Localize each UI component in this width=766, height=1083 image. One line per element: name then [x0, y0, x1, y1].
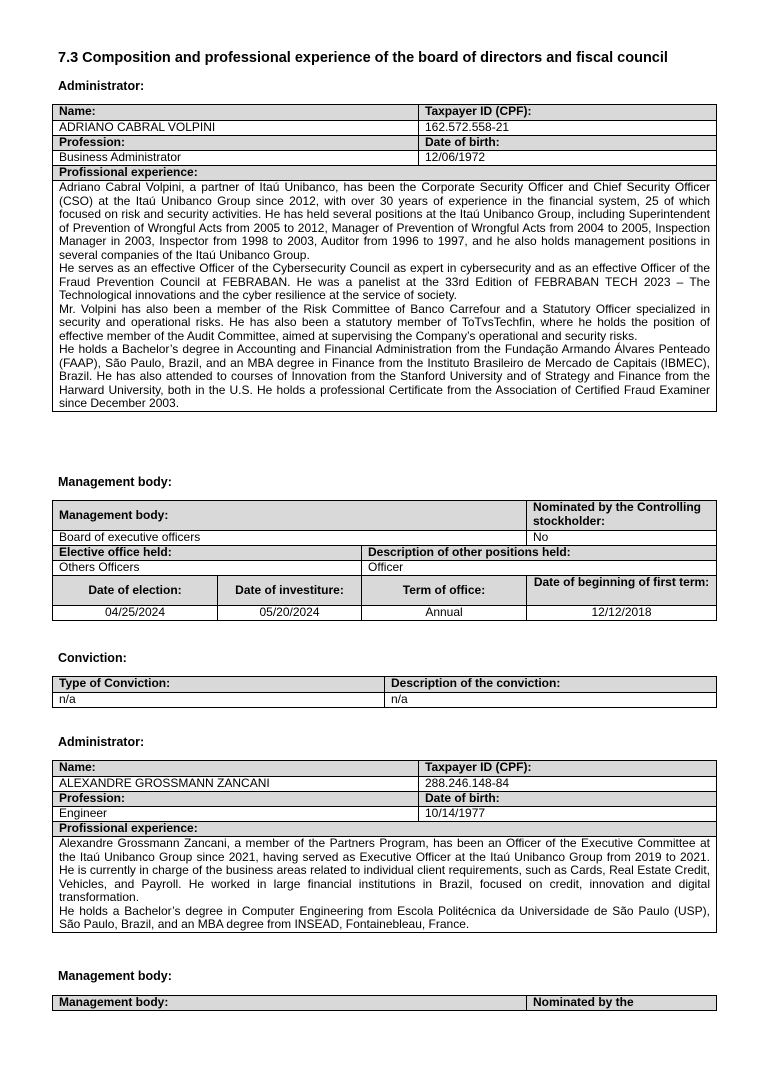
nominated-by-label: Nominated by the — [527, 996, 717, 1011]
date-first-term-value: 12/12/2018 — [527, 606, 717, 621]
taxpayer-id-label: Taxpayer ID (CPF): — [419, 761, 717, 777]
management-body-label: Management body: — [53, 501, 527, 531]
term-of-office-label: Term of office: — [362, 576, 527, 606]
nominated-by-label: Nominated by the Controlling stockholder: — [527, 501, 717, 531]
profession-label: Profession: — [53, 136, 419, 151]
administrator-cpf: 288.246.148-84 — [419, 777, 717, 792]
management-body-table — [52, 500, 717, 621]
management-body-heading-2: Management body: — [58, 969, 172, 983]
elective-office-value: Others Officers — [53, 561, 362, 576]
management-body-heading: Management body: — [58, 475, 172, 489]
profession-label: Profession: — [53, 792, 419, 807]
experience-paragraph: He holds a Bachelor’s degree in Accounting and Financial Administration from the Fundação Armando Álvares Penteado (FAAP), São Paulo, Brazil, and an MBA degree in Finance from the Instituto Brasileiro de Mercado de Capitais (IBMEC), Brazil. He has also attended to courses of Innovation from the Stanford University and of Strategy and Finance from the Harward University, both in the U.S. He holds a professional Certificate from the Association of Certified Fraud Examiner since December 2003. — [59, 342, 710, 410]
management-body-label: Management body: — [53, 996, 527, 1011]
administrator-name: ADRIANO CABRAL VOLPINI — [53, 121, 419, 136]
description-conviction-label: Description of the conviction: — [385, 677, 717, 693]
experience-label: Profissional experience: — [53, 166, 717, 181]
management-body-table-2 — [52, 995, 717, 1011]
administrator-table — [52, 104, 717, 412]
description-other-value: Officer — [362, 561, 717, 576]
date-of-election-value: 04/25/2024 — [53, 606, 218, 621]
conviction-heading: Conviction: — [58, 651, 127, 665]
experience-label: Profissional experience: — [53, 822, 717, 837]
term-of-office-value: Annual — [362, 606, 527, 621]
administrator-table-2 — [52, 760, 717, 933]
type-of-conviction-label: Type of Conviction: — [53, 677, 385, 693]
administrator-profession: Engineer — [53, 807, 419, 822]
administrator-profession: Business Administrator — [53, 151, 419, 166]
administrator-name: ALEXANDRE GROSSMANN ZANCANI — [53, 777, 419, 792]
experience-text — [53, 837, 717, 933]
taxpayer-id-label: Taxpayer ID (CPF): — [419, 105, 717, 121]
management-body-value: Board of executive officers — [53, 531, 527, 546]
administrator-dob: 10/14/1977 — [419, 807, 717, 822]
administrator-heading: Administrator: — [58, 79, 145, 93]
experience-text — [53, 181, 717, 412]
administrator-cpf: 162.572.558-21 — [419, 121, 717, 136]
experience-paragraph: He serves as an effective Officer of the Cybersecurity Council as expert in cybersecurity and as an effective Officer of the Fraud Prevention Council at FEBRABAN. He was a panelist at the 33rd Edition of FEBRABAN TECH 2023 – The Technological innovations and the cyber resilience at the service of society. — [59, 261, 710, 302]
experience-paragraph: Mr. Volpini has also been a member of the Risk Committee of Banco Carrefour and a Statutory Officer specialized in security and operational risks. He has also been a statutory member of ToTvsTechfin, where he holds the position of effective member of the Audit Committee, aimed at supervising the Company’s operational and security risks. — [59, 301, 710, 343]
nominated-value: No — [527, 531, 717, 546]
date-of-birth-label: Date of birth: — [419, 136, 717, 151]
date-of-election-label: Date of election: — [53, 576, 218, 606]
name-label: Name: — [53, 105, 419, 121]
administrator-dob: 12/06/1972 — [419, 151, 717, 166]
date-of-investiture-value: 05/20/2024 — [218, 606, 362, 621]
date-of-investiture-label: Date of investiture: — [218, 576, 362, 606]
date-first-term-label: Date of beginning of first term: — [527, 576, 717, 606]
description-other-label: Description of other positions held: — [362, 546, 717, 561]
experience-paragraph: He holds a Bachelor’s degree in Computer Engineering from Escola Politécnica da Universidade de São Paulo (USP), São Paulo, Brazil, and an MBA degree from INSEAD, Fontainebleau, France. — [59, 903, 710, 931]
section-title: 7.3 Composition and professional experience of the board of directors and fiscal council — [58, 50, 668, 66]
conviction-table — [52, 676, 717, 708]
administrator-heading-2: Administrator: — [58, 735, 145, 749]
type-of-conviction-value: n/a — [53, 693, 385, 708]
date-of-birth-label: Date of birth: — [419, 792, 717, 807]
name-label: Name: — [53, 761, 419, 777]
elective-office-label: Elective office held: — [53, 546, 362, 561]
experience-paragraph: Adriano Cabral Volpini, a partner of Itaú Unibanco, has been the Corporate Security Officer and Chief Security Officer (CSO) at the Itaú Unibanco Group since 2012, with over 30 years of experience in the financial system, 25 of which focused on risk and security activities. He has held several positions at the Itaú Unibanco Group, including Superintendent of Prevention of Wrongful Acts from 2005 to 2012, Manager of Prevention of Wrongful Acts from 2004 to 2005, Inspection Manager in 2003, Inspector from 1998 to 2003, Auditor from 1996 to 1997, and he also holds management positions in several companies of the Itaú Unibanco Group. — [59, 180, 710, 262]
experience-paragraph: Alexandre Grossmann Zancani, a member of the Partners Program, has been an Officer of the Executive Committee at the Itaú Unibanco Group since 2021, having served as Executive Officer at the Itaú Unibanco Group from 2019 to 2021. He is currently in charge of the business areas related to individual client requirements, such as Cards, Real Estate Credit, Vehicles, and Payroll. He worked in large financial institutions in Brazil, focused on credit, innovation and digital transformation. — [59, 836, 710, 904]
description-conviction-value: n/a — [385, 693, 717, 708]
